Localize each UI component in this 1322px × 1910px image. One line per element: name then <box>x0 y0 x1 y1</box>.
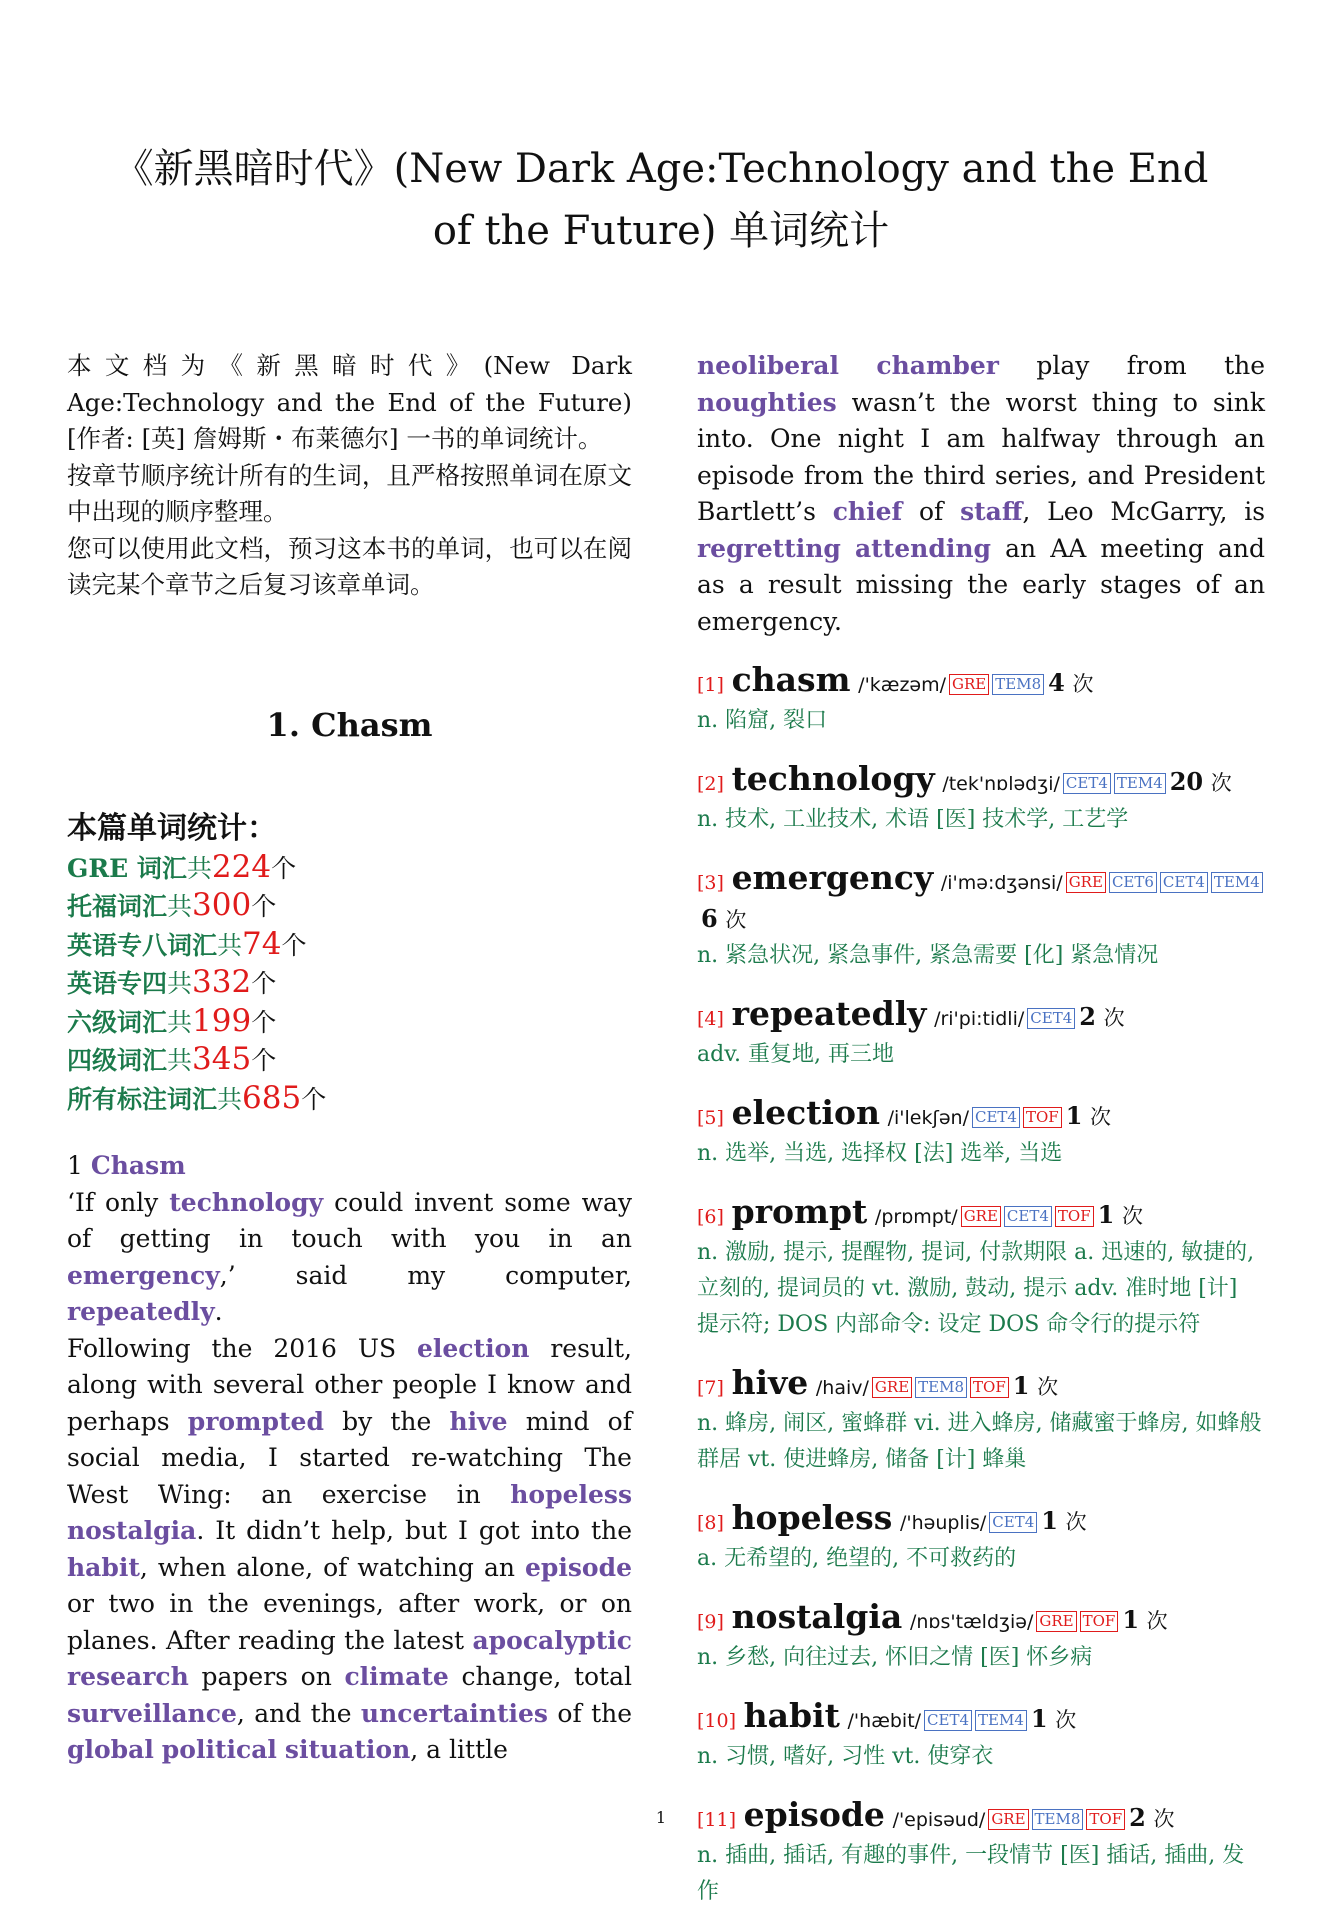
entry-word: hopeless <box>731 1498 893 1537</box>
vocab-word: neoliberal <box>697 351 840 380</box>
entry-word: repeatedly <box>731 994 927 1033</box>
entry-definition: n. 技术, 工业技术, 术语 [医] 技术学, 工艺学 <box>697 807 1129 832</box>
tag-gre: GRE <box>1066 872 1106 893</box>
vocab-word: situation <box>284 1735 411 1764</box>
stats-heading: 本篇单词统计： <box>67 810 277 846</box>
tag-tof: TOF <box>1023 1107 1062 1128</box>
entry-index: [6] <box>697 1206 724 1228</box>
entry-count: 1 <box>1097 1200 1115 1229</box>
entry-head <box>697 1365 1265 1406</box>
count-suffix: 次 <box>1121 1204 1143 1228</box>
passage-continued <box>697 348 1265 640</box>
vocab-entry <box>697 1095 1265 1172</box>
entry-phonetic: /'hæbit/ <box>847 1710 922 1732</box>
entry-head <box>697 761 1265 802</box>
entry-index: [2] <box>697 773 724 795</box>
stat-mid: 共 <box>167 892 193 921</box>
intro <box>67 348 632 604</box>
stat-label: 英语专八词汇 <box>67 930 218 960</box>
entry-word: election <box>731 1093 880 1132</box>
tag-tof: TOF <box>1080 1611 1119 1632</box>
entry-definition: n. 乡愁, 向往过去, 怀旧之情 [医] 怀乡病 <box>697 1645 1093 1670</box>
stat-line <box>67 1080 632 1119</box>
tag-tem8: TEM8 <box>1032 1809 1084 1830</box>
count-suffix: 次 <box>1065 1510 1087 1534</box>
stat-label: 英语专四 <box>67 969 168 998</box>
tag-cet4: CET4 <box>1004 1206 1052 1227</box>
vocab-word: election <box>416 1333 530 1363</box>
entry-count: 4 <box>1048 668 1065 697</box>
stat-label: 所有标注词汇 <box>67 1084 218 1114</box>
count-suffix: 次 <box>1103 1006 1125 1030</box>
count-suffix: 次 <box>725 908 747 932</box>
vocab-word: prompted <box>187 1406 324 1436</box>
tag-tof: TOF <box>970 1377 1009 1398</box>
stat-mid: 共 <box>167 969 193 998</box>
stat-value: 345 <box>192 1041 252 1077</box>
stat-mid: 共 <box>167 1046 193 1075</box>
entry-index: [5] <box>697 1107 724 1129</box>
tag-tem4: TEM4 <box>1211 872 1263 893</box>
page-number: 1 <box>655 1808 667 1827</box>
tag-gre: GRE <box>1036 1611 1076 1632</box>
entry-count: 2 <box>1129 1803 1146 1832</box>
vocab-word: regretting <box>697 533 841 563</box>
vocab-word: nostalgia <box>67 1516 197 1545</box>
entry-definition: n. 习惯, 嗜好, 习性 vt. 使穿衣 <box>697 1744 994 1769</box>
entry-phonetic: /i'lekʃən/ <box>887 1107 969 1129</box>
vocab-word: chamber <box>876 351 999 380</box>
entry-phonetic: /'kæzəm/ <box>858 674 947 696</box>
vocab-word: hive <box>449 1406 508 1436</box>
entry-head <box>697 996 1265 1037</box>
stat-label: 四级词汇 <box>67 1046 168 1075</box>
entry-index: [3] <box>697 872 724 894</box>
entry-count: 2 <box>1079 1002 1096 1031</box>
stat-line <box>67 887 632 926</box>
document-title: 《新黑暗时代》(New Dark Age:Technology and the End of the Future) 单词统计 <box>113 146 1209 254</box>
entry-phonetic: /prɒmpt/ <box>874 1206 958 1228</box>
intro-line: 本文档为《新黑暗时代》(New Dark Age:Technology and the End of the Future)[作者: [英] 詹姆斯・布莱德尔] 一书的单词统计。 <box>67 351 632 453</box>
stat-line <box>67 1041 632 1080</box>
tag-gre: GRE <box>988 1809 1028 1830</box>
passage <box>67 1185 632 1769</box>
entry-word: prompt <box>731 1192 868 1231</box>
intro-line: 按章节顺序统计所有的生词，且严格按照单词在原文中出现的顺序整理。 <box>67 460 632 526</box>
tag-gre: GRE <box>949 674 989 695</box>
vocab-word: global <box>67 1735 154 1764</box>
entry-index: [8] <box>697 1512 724 1534</box>
entry-word: episode <box>743 1795 885 1834</box>
entry-phonetic: /ri'pi:tidli/ <box>934 1008 1025 1030</box>
entry-definition: n. 紧急状况, 紧急事件, 紧急需要 [化] 紧急情况 <box>697 943 1159 968</box>
vocab-word: hopeless <box>510 1479 633 1509</box>
entry-phonetic: /'həuplis/ <box>899 1512 987 1534</box>
vocab-word: episode <box>524 1552 632 1582</box>
stat-unit: 个 <box>271 853 297 883</box>
stat-unit: 个 <box>301 1084 327 1114</box>
vocab-entry <box>697 1365 1265 1478</box>
chapter-name: Chasm <box>90 1151 186 1180</box>
vocab-word: technology <box>169 1187 324 1217</box>
vocab-word: political <box>161 1735 277 1764</box>
stat-line <box>67 849 632 888</box>
entry-phonetic: /haiv/ <box>815 1377 869 1399</box>
entry-word: emergency <box>731 858 934 897</box>
tag-cet4: CET4 <box>1063 773 1111 794</box>
stat-value: 300 <box>192 887 252 923</box>
stat-line <box>67 926 632 965</box>
entry-head <box>697 1500 1265 1541</box>
stat-label: GRE 词汇 <box>67 853 187 883</box>
right-column <box>697 348 1265 1910</box>
intro-line: 您可以使用此文档，预习这本书的单词，也可以在阅读完某个章节之后复习该章单词。 <box>67 533 632 599</box>
tag-cet4: CET4 <box>924 1710 972 1731</box>
tag-cet4: CET4 <box>989 1512 1037 1533</box>
entry-head <box>697 1095 1265 1136</box>
count-suffix: 次 <box>1146 1609 1168 1633</box>
entry-phonetic: /tek'nɒlədʒi/ <box>942 773 1060 795</box>
entry-index: [9] <box>697 1611 724 1633</box>
entry-phonetic: /'episəud/ <box>892 1809 986 1831</box>
entry-phonetic: /i'mə:dʒənsi/ <box>940 872 1063 894</box>
tag-cet6: CET6 <box>1109 872 1157 893</box>
vocab-entry <box>697 761 1265 838</box>
tag-tof: TOF <box>1086 1809 1125 1830</box>
chapter-title: 1. Chasm <box>266 705 433 744</box>
stat-mid: 共 <box>217 1084 243 1114</box>
tag-tof: TOF <box>1055 1206 1094 1227</box>
chapter-number: 1 <box>67 1151 83 1180</box>
stat-value: 224 <box>211 848 272 885</box>
paragraph: ‘If only technology could invent some way of getting in touch with you in an emergency,’ said my computer, repeatedly. <box>67 1187 633 1326</box>
entry-word: hive <box>731 1363 809 1402</box>
vocab-entry <box>697 1698 1265 1775</box>
vocab-entry <box>697 1194 1265 1343</box>
entry-count: 1 <box>1012 1371 1030 1400</box>
vocab-word: habit <box>67 1552 140 1582</box>
stat-value: 685 <box>242 1079 302 1116</box>
tag-tem8: TEM8 <box>915 1377 967 1398</box>
count-suffix: 次 <box>1055 1708 1077 1732</box>
entry-word: chasm <box>731 660 851 699</box>
entry-index: [4] <box>697 1008 724 1030</box>
stat-label: 六级词汇 <box>67 1007 168 1037</box>
stat-line <box>67 964 632 1003</box>
entry-word: technology <box>731 759 935 798</box>
entry-head <box>697 1698 1265 1739</box>
vocabulary-list <box>697 662 1265 1910</box>
vocab-word: climate <box>344 1662 449 1691</box>
vocab-word: surveillance <box>67 1698 237 1728</box>
vocab-word: research <box>67 1662 189 1691</box>
tag-tem4: TEM4 <box>975 1710 1027 1731</box>
chapter-heading <box>67 1148 632 1185</box>
vocab-entry <box>697 662 1265 739</box>
tag-gre: GRE <box>872 1377 912 1398</box>
entry-count: 1 <box>1122 1605 1140 1634</box>
stat-unit: 个 <box>251 1046 277 1075</box>
stats-list <box>67 849 632 1119</box>
count-suffix: 次 <box>1037 1375 1059 1399</box>
left-column <box>67 348 632 1769</box>
entry-head <box>697 1194 1265 1235</box>
entry-count: 6 <box>701 904 718 933</box>
vocab-word: chief <box>832 497 903 526</box>
entry-head <box>697 860 1265 938</box>
vocab-word: repeatedly <box>67 1297 215 1326</box>
entry-index: [1] <box>697 674 724 696</box>
tag-tem8: TEM8 <box>992 674 1044 695</box>
vocab-word: emergency <box>67 1260 220 1290</box>
stat-value: 332 <box>192 964 252 1000</box>
stat-value: 199 <box>192 1002 252 1039</box>
entry-definition: a. 无希望的, 绝望的, 不可救药的 <box>697 1546 1017 1571</box>
entry-definition: n. 陷窟, 裂口 <box>697 708 828 733</box>
paragraph: Following the 2016 US election result, along with several other people I know and perhaps prompted by the hive mind of social media, I started re-watching The West Wing: an exercise in hopeless nostalgia. It didn’t help, but I got into the habit, when alone, of watching an episode or two in the evenings, after work, or on planes. After reading the latest apocalyptic research papers on climate change, total surveillance, and the uncertainties of the global political situation, a little <box>67 1333 633 1764</box>
vocab-entry <box>697 996 1265 1073</box>
count-suffix: 次 <box>1090 1105 1112 1129</box>
vocab-entry <box>697 860 1265 974</box>
stat-unit: 个 <box>251 1007 277 1037</box>
vocab-word: attending <box>854 533 991 563</box>
tag-cet4: CET4 <box>1160 872 1208 893</box>
stat-mid: 共 <box>186 853 212 883</box>
stat-mid: 共 <box>167 1007 193 1037</box>
tag-tem4: TEM4 <box>1114 773 1166 794</box>
vocab-word: apocalyptic <box>472 1625 633 1655</box>
entry-definition: n. 激励, 提示, 提醒物, 提词, 付款期限 a. 迅速的, 敏捷的, 立刻的, 提词员的 vt. 激励, 鼓动, 提示 adv. 准时地 [计] 提示符; DOS 内部命令: 设定 DOS 命令行的提示符 <box>697 1240 1255 1337</box>
count-suffix: 次 <box>1153 1807 1175 1831</box>
entry-phonetic: /nɒs'tældʒiə/ <box>909 1611 1034 1633</box>
stat-label: 托福词汇 <box>67 892 168 921</box>
stat-value: 74 <box>242 925 282 962</box>
entry-definition: n. 插曲, 插话, 有趣的事件, 一段情节 [医] 插话, 插曲, 发作 <box>697 1843 1245 1904</box>
tag-cet4: CET4 <box>1027 1008 1075 1029</box>
entry-index: [10] <box>697 1710 737 1732</box>
paragraph: neoliberal chamber play from the noughties wasn’t the worst thing to sink into. One night I am halfway through an episode from the third series, and President Bartlett’s chief of staff, Leo McGarry, is regretting attending an AA meeting and as a result missing the early stages of an emergency. <box>697 351 1266 636</box>
entry-definition: n. 选举, 当选, 选择权 [法] 选举, 当选 <box>697 1141 1063 1166</box>
entry-definition: adv. 重复地, 再三地 <box>697 1042 894 1067</box>
stat-mid: 共 <box>217 930 243 960</box>
entry-head <box>697 662 1265 703</box>
entry-index: [11] <box>697 1809 737 1831</box>
vocab-word: uncertainties <box>360 1698 549 1728</box>
entry-count: 1 <box>1030 1704 1048 1733</box>
entry-word: habit <box>743 1696 840 1735</box>
entry-count: 1 <box>1041 1506 1058 1535</box>
tag-gre: GRE <box>961 1206 1001 1227</box>
stat-line <box>67 1003 632 1042</box>
vocab-entry <box>697 1599 1265 1676</box>
vocab-word: noughties <box>697 387 837 417</box>
entry-count: 20 <box>1169 767 1204 796</box>
entry-index: [7] <box>697 1377 724 1399</box>
entry-definition: n. 蜂房, 闹区, 蜜蜂群 vi. 进入蜂房, 储藏蜜于蜂房, 如蜂般群居 vt. 使进蜂房, 储备 [计] 蜂巢 <box>697 1411 1262 1472</box>
vocab-entry <box>697 1500 1265 1577</box>
count-suffix: 次 <box>1210 771 1232 795</box>
stat-unit: 个 <box>281 930 307 960</box>
count-suffix: 次 <box>1072 672 1094 696</box>
entry-word: nostalgia <box>731 1597 903 1636</box>
entry-head <box>697 1599 1265 1640</box>
vocab-word: staff <box>960 497 1023 526</box>
tag-cet4: CET4 <box>972 1107 1020 1128</box>
stat-unit: 个 <box>251 969 277 998</box>
entry-count: 1 <box>1065 1101 1083 1130</box>
stat-unit: 个 <box>251 892 277 921</box>
